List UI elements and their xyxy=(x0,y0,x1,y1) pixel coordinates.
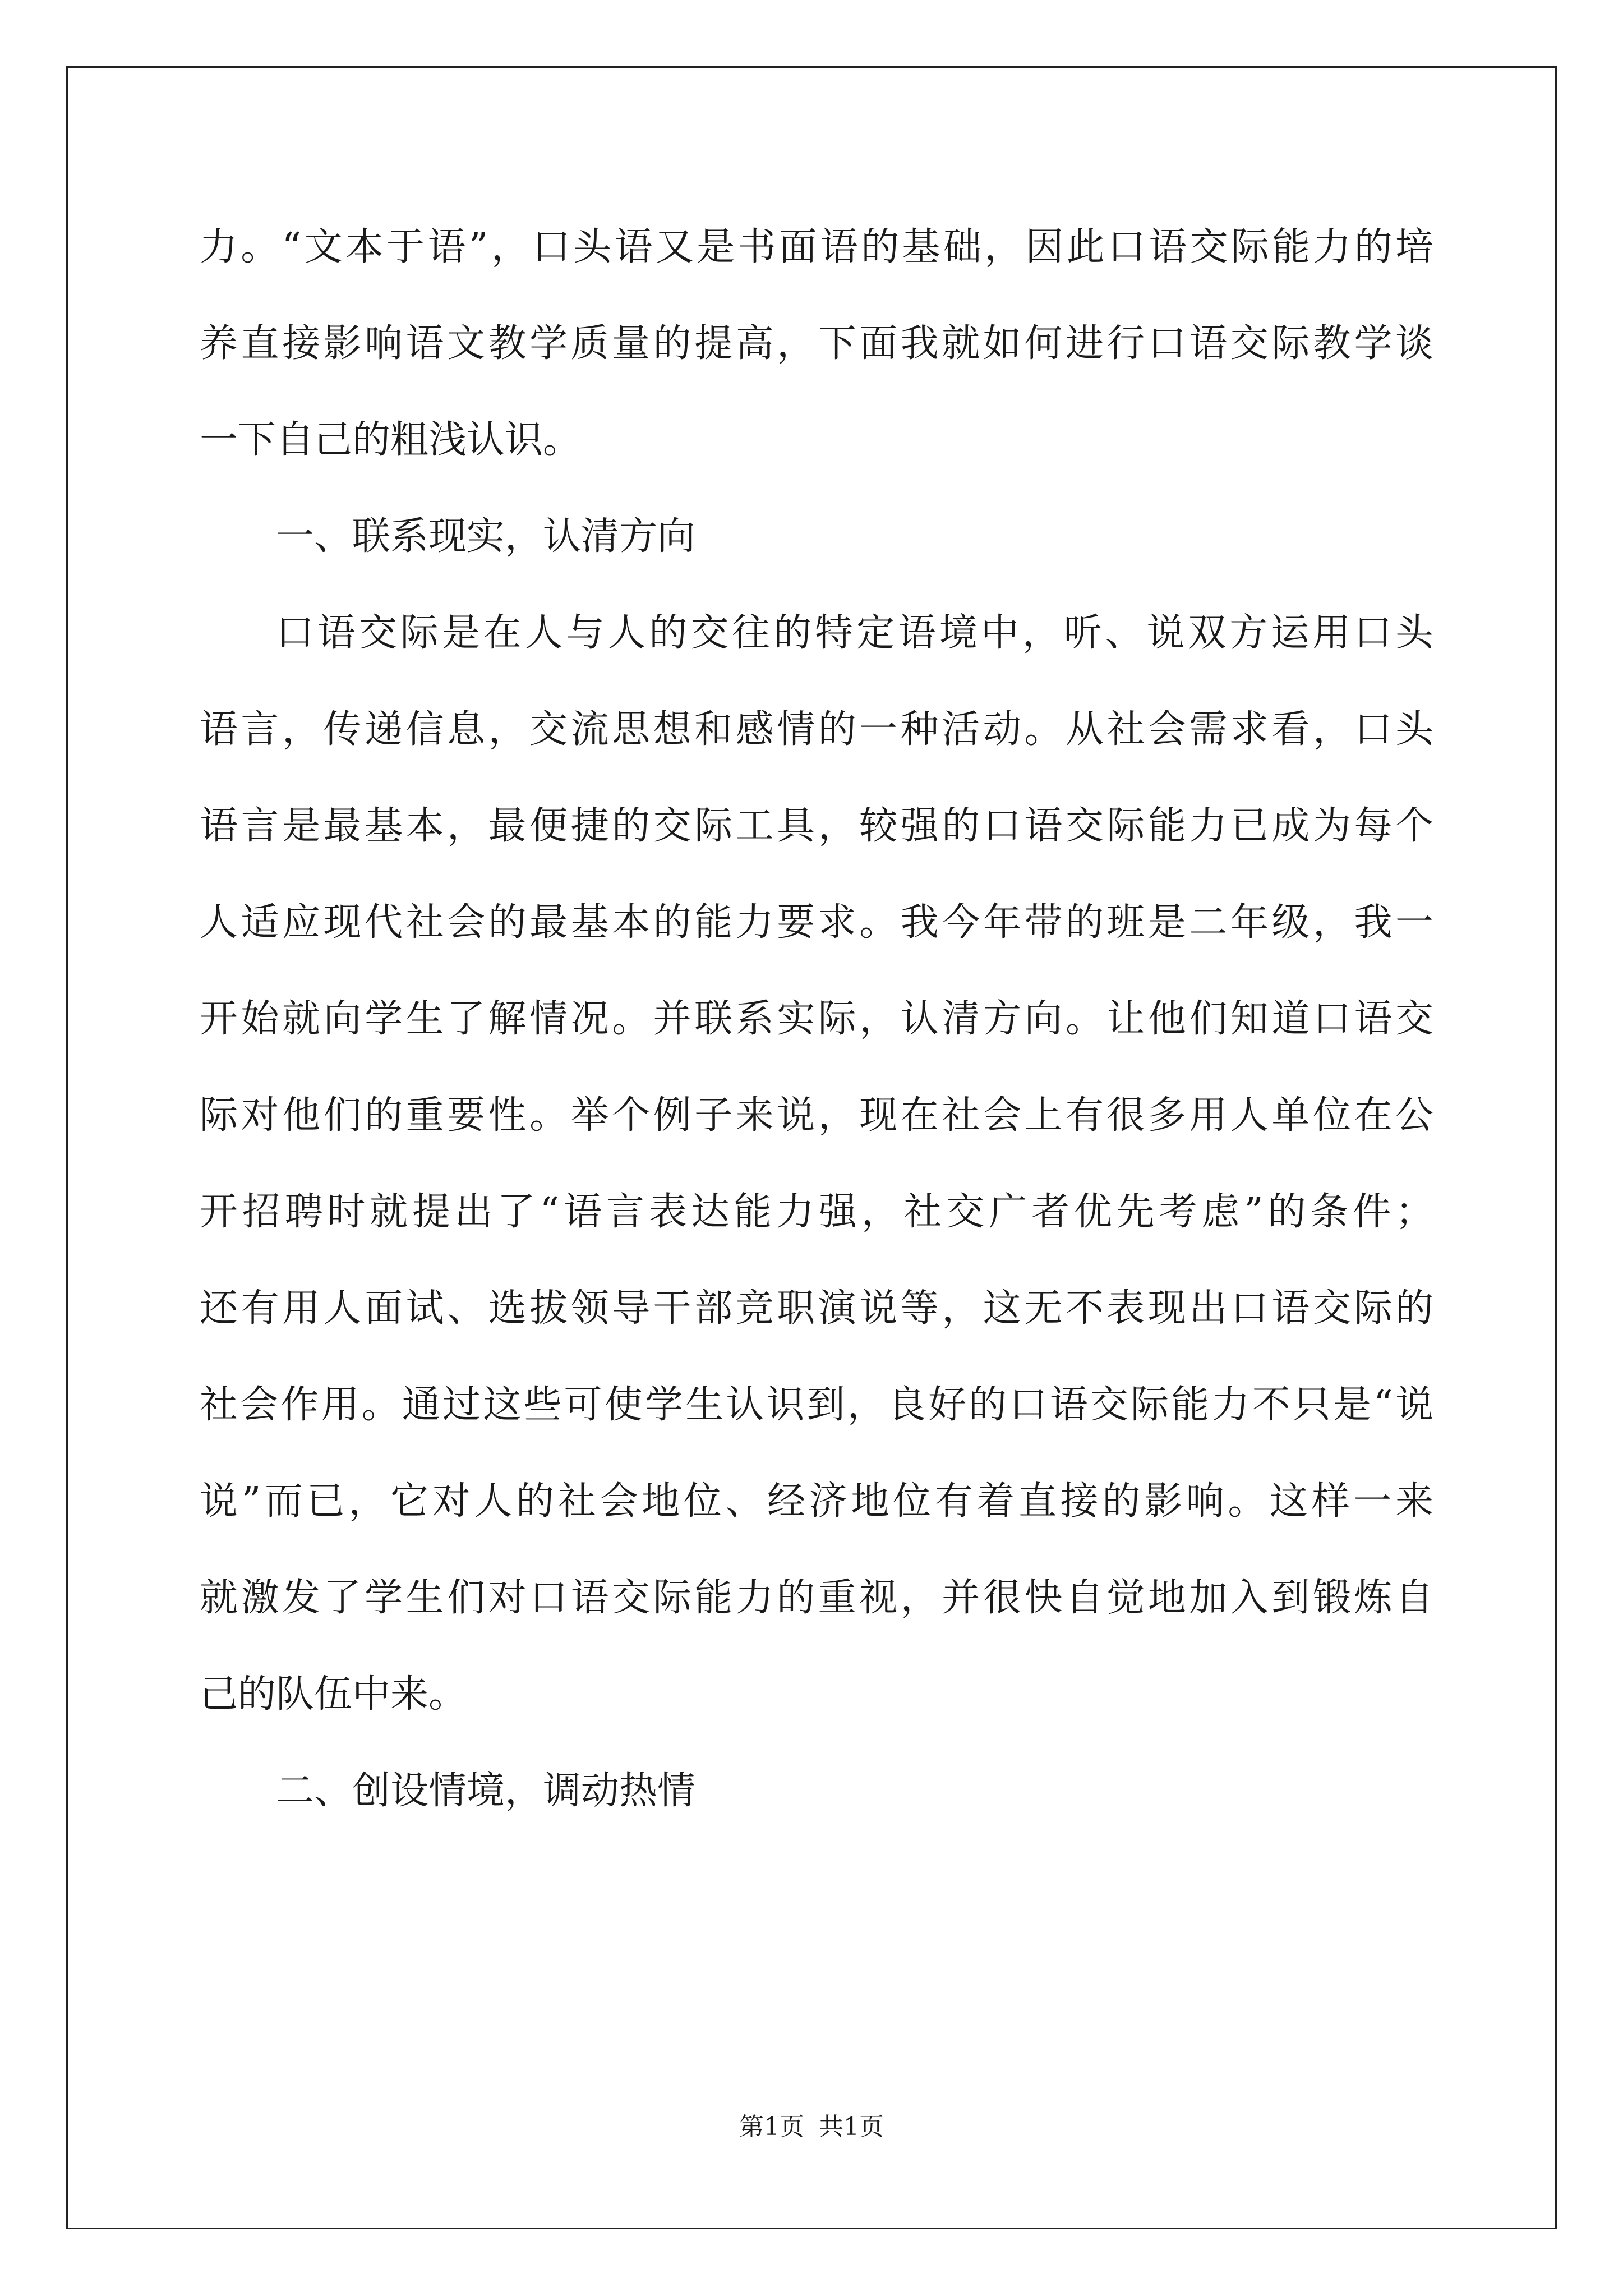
text-line: 开始就向学生了解情况。并联系实际，认清方向。让他们知道口语交 xyxy=(200,997,1433,1041)
page-number: 第1页 xyxy=(739,2113,804,2141)
document-body xyxy=(200,199,1433,1839)
text-line: 就激发了学生们对口语交际能力的重视，并很快自觉地加入到锻炼自 xyxy=(200,1576,1433,1620)
text-line: 社会作用。通过这些可使学生认识到，良好的口语交际能力不只是“说 xyxy=(200,1383,1433,1427)
text-line: 己的队伍中来。 xyxy=(200,1672,467,1717)
text-line: 际对他们的重要性。举个例子来说，现在社会上有很多用人单位在公 xyxy=(200,1093,1433,1138)
text-line: 语言，传递信息，交流思想和感情的一种活动。从社会需求看，口头 xyxy=(200,707,1433,752)
page-footer xyxy=(0,2110,1623,2144)
text-line: 还有用人面试、选拔领导干部竞职演说等，这无不表现出口语交际的 xyxy=(200,1286,1433,1331)
text-line: 养直接影响语文教学质量的提高，下面我就如何进行口语交际教学谈 xyxy=(200,321,1433,366)
page-total: 共1页 xyxy=(819,2113,884,2141)
section-heading: 二、创设情境，调动热情 xyxy=(276,1769,696,1813)
text-line: 语言是最基本，最便捷的交际工具，较强的口语交际能力已成为每个 xyxy=(200,804,1433,848)
text-line: 开招聘时就提出了“语言表达能力强，社交广者优先考虑”的条件； xyxy=(200,1190,1433,1234)
section-heading: 一、联系现实，认清方向 xyxy=(276,514,696,559)
text-line: 人适应现代社会的最基本的能力要求。我今年带的班是二年级，我一 xyxy=(200,900,1433,945)
text-line: 力。“文本于语”，口头语又是书面语的基础，因此口语交际能力的培 xyxy=(200,225,1433,269)
text-line: 说”而已，它对人的社会地位、经济地位有着直接的影响。这样一来 xyxy=(200,1479,1433,1524)
text-line: 口语交际是在人与人的交往的特定语境中，听、说双方运用口头 xyxy=(276,611,1433,655)
text-line: 一下自己的粗浅认识。 xyxy=(200,418,582,462)
